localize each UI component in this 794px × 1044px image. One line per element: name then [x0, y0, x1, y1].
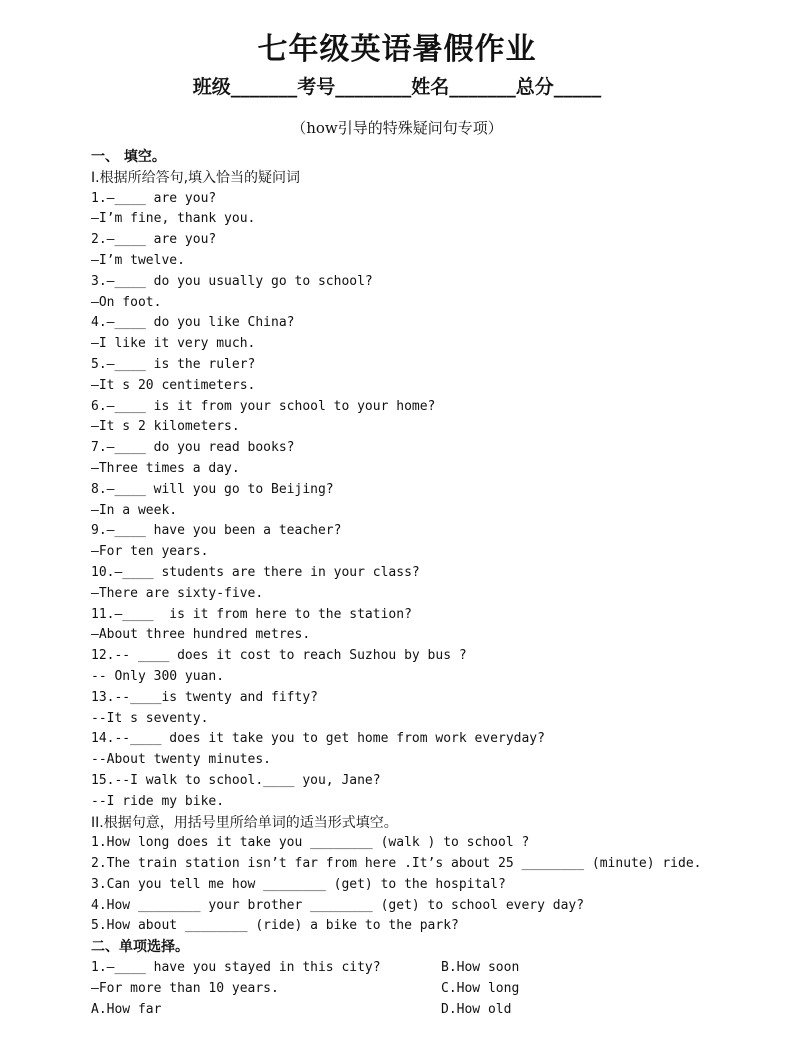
mcq-option: D.How old — [441, 1001, 512, 1017]
question-line: 8.—____ will you go to Beijing? — [91, 481, 334, 497]
mcq-option: A.How far — [91, 1001, 162, 1017]
answer-line: --It s seventy. — [91, 710, 209, 726]
answer-line: --About twenty minutes. — [91, 752, 272, 768]
answer-line: —I like it very much. — [91, 336, 256, 352]
part-2-instruction: II.根据句意，用括号里所给单词的适当形式填空。 — [91, 814, 398, 831]
answer-line: —For ten years. — [91, 544, 209, 560]
question-line: 13.--____is twenty and fifty? — [91, 689, 318, 705]
section-1-heading: 一、 填空。 — [91, 149, 166, 165]
mcq-left: 1.—____ have you stayed in this city? — [91, 960, 381, 976]
question-line: 1.—____ are you? — [91, 190, 217, 206]
part-1-instruction: I.根据所给答句,填入恰当的疑问词 — [91, 169, 301, 186]
page-title: 七年级英语暑假作业 — [257, 32, 537, 67]
answer-line: —In a week. — [91, 502, 178, 518]
worksheet-body — [91, 147, 781, 1020]
mcq-row — [91, 958, 781, 979]
mcq-option: C.How long — [441, 980, 520, 996]
question-line: 7.—____ do you read books? — [91, 440, 295, 456]
question-line: 3.—____ do you usually go to school? — [91, 273, 373, 289]
exercise-line: 3.Can you tell me how ________ (get) to the hospital? — [91, 876, 506, 892]
answer-line: —It s 20 centimeters. — [91, 377, 256, 393]
answer-line: —It s 2 kilometers. — [91, 419, 240, 435]
question-line: 14.--____ does it take you to get home from work everyday? — [91, 731, 545, 747]
answer-line: —About three hundred metres. — [91, 627, 311, 643]
page-subtitle: （how引导的特殊疑问句专项） — [291, 119, 503, 137]
question-line: 5.—____ is the ruler? — [91, 356, 256, 372]
answer-line: —I’m twelve. — [91, 252, 185, 268]
exercise-line: 2.The train station isn’t far from here .It’s about 25 ________ (minute) ride. — [91, 856, 702, 872]
question-line: 4.—____ do you like China? — [91, 315, 295, 331]
mcq-row — [91, 979, 781, 1000]
answer-line: -- Only 300 yuan. — [91, 668, 225, 684]
exercise-line: 5.How about ________ (ride) a bike to the park? — [91, 918, 459, 934]
question-line: 2.—____ are you? — [91, 232, 217, 248]
question-line: 6.—____ is it from your school to your home? — [91, 398, 436, 414]
mcq-row — [91, 1000, 781, 1021]
section-2-heading: 二、单项选择。 — [91, 939, 189, 956]
question-line: 11.—____ is it from here to the station? — [91, 606, 412, 622]
question-line: 15.--I walk to school.____ you, Jane? — [91, 772, 381, 788]
mcq-left: —For more than 10 years. — [91, 980, 279, 996]
mcq-option: B.How soon — [441, 960, 520, 976]
question-line: 9.—____ have you been a teacher? — [91, 523, 342, 539]
answer-line: —Three times a day. — [91, 460, 240, 476]
question-line: 10.—____ students are there in your class? — [91, 564, 420, 580]
answer-line: —I’m fine, thank you. — [91, 211, 256, 227]
answer-line: —On foot. — [91, 294, 162, 310]
answer-line: —There are sixty-five. — [91, 585, 264, 601]
student-info-line: 班级_______考号________姓名_______总分_____ — [192, 76, 602, 98]
exercise-line: 1.How long does it take you ________ (walk ) to school ? — [91, 835, 530, 851]
question-line: 12.-- ____ does it cost to reach Suzhou by bus ? — [91, 648, 467, 664]
exercise-line: 4.How ________ your brother ________ (get) to school every day? — [91, 897, 585, 913]
answer-line: --I ride my bike. — [91, 793, 225, 809]
